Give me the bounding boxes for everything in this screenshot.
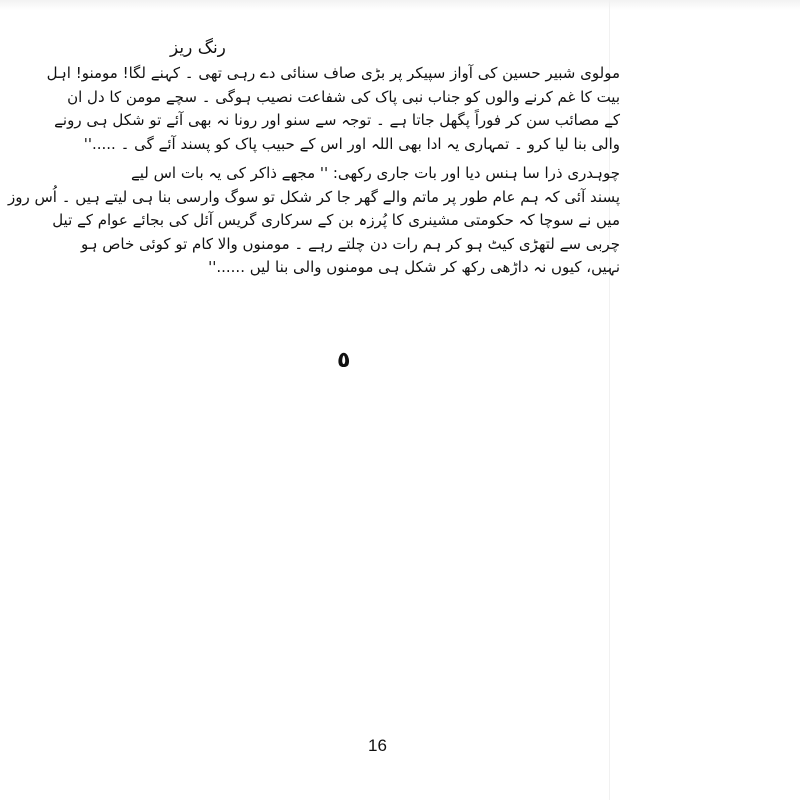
- section-end-mark: ٥: [337, 348, 351, 373]
- text-line: بیت کا غم کرنے والوں کو جناب نبی پاک کی شفاعت نصیب ہوگی ۔ سچے مومن کا دل ان: [67, 87, 620, 106]
- text-line: چربی سے لتھڑی کیٹ ہو کر ہم رات دن چلتے رہے ۔ مومنوں والا کام تو کوئی خاص ہو: [80, 234, 620, 253]
- text-line: پسند آئی کہ ہم عام طور پر ماتم والے گھر جا کر شکل تو سوگ وارسی بنا ہی لیتے ہیں ۔ اُس روز: [7, 187, 620, 206]
- text-line: نہیں، کیوں نہ داڑھی رکھ کر شکل ہی مومنوں والی بنا لیں ......'': [208, 258, 620, 276]
- page-right-margin: [609, 0, 800, 800]
- running-header: رنگ ریز: [170, 38, 226, 58]
- text-line: چوہدری ذرا سا ہنس دیا اور بات جاری رکھی: '' مجھے ذاکر کی یہ بات اس لیے: [130, 164, 620, 182]
- text-line: میں نے سوچا کہ حکومتی مشینری کا پُرزہ بن کے سرکاری گریس آئل کی بجائے عوام کے تیل: [52, 211, 620, 229]
- text-line: مولوی شبیر حسین کی آواز سپیکر پر بڑی صاف سنائی دے رہی تھی ۔ کہنے لگا! مومنو! اہل: [46, 64, 620, 82]
- body-text: [7, 62, 620, 280]
- page-number: 16: [368, 736, 387, 755]
- text-line: کے مصائب سن کر فوراً پگھل جاتا ہے ۔ توجہ سے سنو اور رونا نہ بھی آئے تو شکل ہی رونے: [54, 111, 620, 129]
- text-line: والی بنا لیا کرو ۔ تمہاری یہ ادا بھی اللہ اور اس کے حبیب پاک کو پسند آئے گی ۔ .....'': [83, 134, 620, 153]
